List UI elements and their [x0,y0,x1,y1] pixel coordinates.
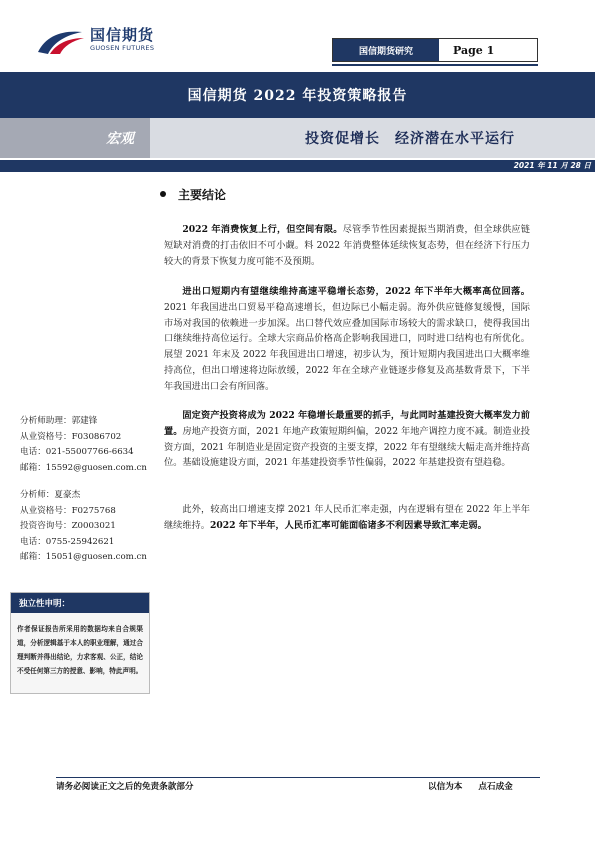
header-underline [332,64,538,66]
report-date: 2021 年 11 月 28 日 [513,161,591,170]
analyst-info-assistant [20,414,160,476]
bullet-icon [160,191,166,197]
analyst-line: 从业资格号：F0275768 [20,505,116,516]
analyst-line: 邮箱：15592@guosen.com.cn [20,462,147,473]
dept-label: 国信期货研究 [333,39,439,61]
analyst-line: 投资咨询号：Z0003021 [20,521,116,532]
footer-motto-2: 点石成金 [478,782,513,792]
independence-text: 作者保证报告所采用的数据均来自合规渠道，分析逻辑基于本人的职业理解，通过合理判断并得出结论，力求客观、公正，结论不受任何第三方的授意、影响，特此声明。 [17,625,143,675]
section-title-text: 主要结论 [178,188,227,202]
independence-title: 独立性申明： [11,593,149,613]
category-label: 宏观 [0,118,150,158]
analyst-info-lead [20,488,160,566]
footer-disclaimer: 请务必阅读正文之后的免责条款部分 [56,782,194,792]
logo-mark-icon [36,26,86,56]
analyst-line: 电话：0755-25942621 [20,536,115,547]
report-subtitle: 投资促增长 经济潜在水平运行 [305,131,515,147]
company-logo [36,22,166,62]
paragraph-currency [164,502,530,534]
page-number: Page 1 [453,43,495,57]
analyst-line: 电话：021-55007766-6634 [20,447,134,458]
paragraph-lead: 2022 年消费恢复上行，但空间有限。 [182,224,343,235]
paragraph-body: 房地产投资方面，2021 年地产政策短期纠偏，2022 年地产调控力度不减。制造业投资方面，2021 年制造业是固定资产投资的主要支撑，2022 年有望继续大幅走高并维持高位。基础设施建设方面，2021 年基建投资季节性偏弱，2022 年基建投资有望趋稳。 [164,425,530,469]
footer-motto-1: 以信为本 [428,782,463,792]
footer-divider [56,777,540,778]
paragraph-body: 2021 年我国进出口贸易平稳高速增长，但边际已小幅走弱。海外供应链修复缓慢，国际市场对我国的依赖进一步加深。出口替代效应叠加国际市场较大的需求缺口，使得我国出口继续维持高位运行。全球大宗商品价格高企影响我国进口，同时进口结构也有所优化。展望 2021 年末及 2022 年我国进出口增速，初步认为，预计短期内我国进出口大概率维持高位，但出口增速将边际放缓，2022 年在全球产业链逐步修复及高基数背景下，下半年我国进出口会有所回落。 [164,301,530,392]
logo-text-en: GUOSEN FUTURES [90,44,155,52]
paragraph-lead: 固定资产投资将成为 2022 年稳增长最重要的抓手，与此同时基建投资大概率发力前置。 [164,410,530,437]
report-title: 国信期货 2022 年投资策略报告 [0,72,595,118]
paragraph-lead: 进出口短期内有望继续维持高速平稳增长态势，2022 年下半年大概率高位回落。 [182,286,530,297]
analyst-line: 邮箱：15051@guosen.com.cn [20,552,147,563]
paragraph-consumption [164,222,530,269]
paragraph-body: 尽管季节性因素提振当期消费，但全球供应链短缺对消费的打击依旧不可小觑。料 2022 年消费整体延续恢复态势，但在经济下行压力较大的背景下恢复力度可能不及预期。 [164,224,530,267]
paragraph-investment [164,408,530,471]
paragraph-body: 此外，较高出口增速支撑 2021 年人民币汇率走强，内在逻辑有望在 2022 年上半年继续维持。 [164,504,530,531]
header-box [332,38,538,62]
analyst-line: 从业资格号：F03086702 [20,431,122,442]
analyst-line: 分析师：夏豪杰 [20,490,81,500]
paragraph-trade [164,284,530,395]
analyst-line: 分析师助理：郭建锋 [20,416,98,426]
paragraph-tail: 2022 年下半年，人民币汇率可能面临诸多不利因素导致汇率走弱。 [209,519,487,531]
date-bar [0,160,595,172]
footer-motto [428,780,513,792]
logo-text-cn: 国信期货 [90,26,155,44]
independence-statement [10,592,150,694]
section-title [160,186,226,203]
